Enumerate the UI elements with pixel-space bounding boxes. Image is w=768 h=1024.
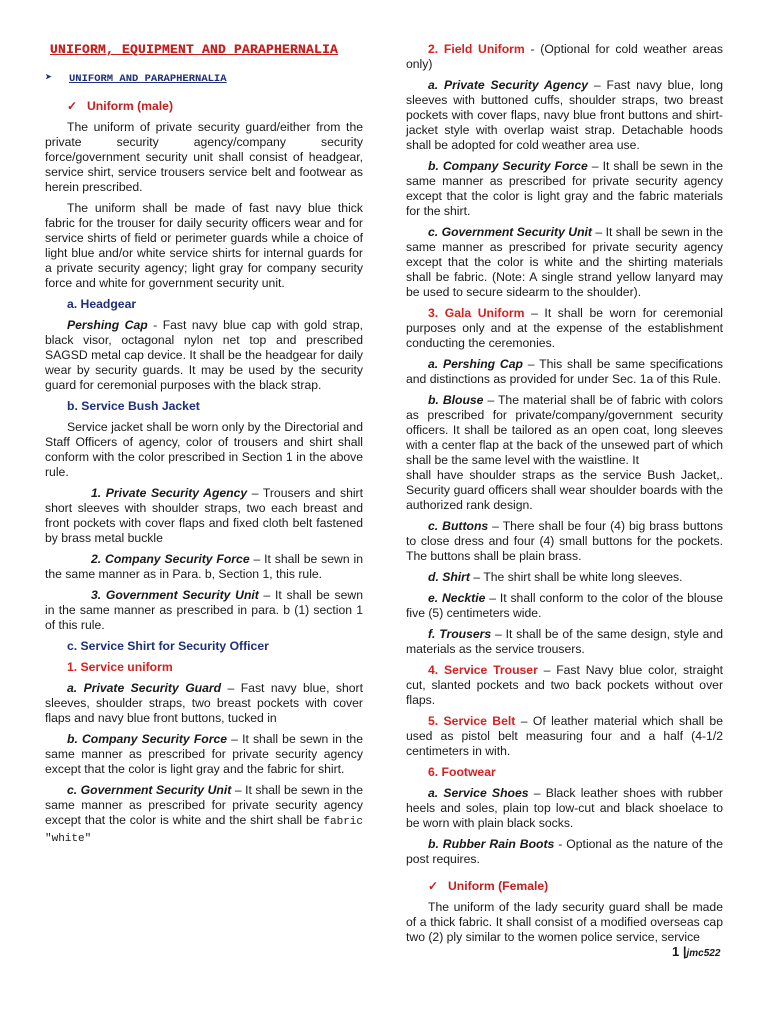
paragraph-field-uniform: 2. Field Uniform - (Optional for cold weather areas only): [406, 42, 723, 71]
paragraph-footwear-b: b. Rubber Rain Boots - Optional as the nature of the post requires.: [406, 837, 723, 866]
heading-headgear: a. Headgear: [67, 297, 137, 311]
paragraph-shirt-c: c. Government Security Unit – It shall be sewn in the same manner as prescribed for private security agency except that the color is white and the shirt shall be fabric "white": [45, 783, 363, 845]
uniform-female-heading: ✓ Uniform (Female): [428, 879, 549, 893]
paragraph-shirt-b: b. Company Security Force – It shall be sewn in the same manner as prescribed for private security agency except that the color is light gray and the fabric for shirt.: [45, 732, 363, 776]
paragraph-bush-3: 3. Government Security Unit – It shall be sewn in the same manner as prescribed in para. b (1) section 1 of this rule.: [45, 588, 363, 632]
paragraph-field-b: b. Company Security Force – It shall be sewn in the same manner as prescribed for private security agency except that the color is light gray and the fabric materials for the shirt.: [406, 159, 723, 218]
paragraph-bush-2: 2. Company Security Force – It shall be sewn in the same manner as in Para. b, Section 1, this rule.: [45, 552, 363, 581]
paragraph-bush-1: 1. Private Security Agency – Trousers and shirt short sleeves with shoulder straps, two each breast and front pockets with cover flaps and fixed cloth belt fastened by brass metal buckle: [45, 486, 363, 545]
checkmark-icon: ✓: [428, 879, 439, 893]
author-signature: jmc522: [686, 948, 721, 959]
paragraph-gala-c: c. Buttons – There shall be four (4) big brass buttons to close dress and four (4) small buttons for the pockets. The buttons shall be plain brass.: [406, 519, 723, 563]
paragraph-pershing-cap: Pershing Cap - Fast navy blue cap with gold strap, black visor, octagonal nylon net top and prescribed SAGSD metal cap device. It shall be the headgear for daily wear by security guards. It may be used by the security guard for ceremonial purposes with the black strap.: [45, 318, 364, 392]
paragraph-bush-jacket: Service jacket shall be worn only by the Directorial and Staff Officers of agency, color of trousers and shirt shall conform with the color prescribed in Section 1 in the above rule.: [45, 420, 363, 479]
arrow-bullet-icon: ➤: [45, 71, 53, 85]
page-footer: [672, 944, 720, 959]
page-number: 1 |: [672, 944, 687, 959]
paragraph-field-c: c. Government Security Unit – It shall be sewn in the same manner as prescribed for private security agency except that the color is white and the shirting materials shall be fabric. (Note: A single strand yellow lanyard may be used to secure sidearm to the shoulder).: [406, 225, 723, 299]
uniform-male-heading: ✓ Uniform (male): [67, 99, 173, 113]
heading-bush-jacket: b. Service Bush Jacket: [67, 399, 200, 413]
paragraph-uniform-intro: The uniform of private security guard/either from the private security agency/company security force/government security unit shall consist of headgear, service shirt, service trousers service belt and footwear as herein prescribed.: [45, 120, 363, 194]
page-title: UNIFORM, EQUIPMENT AND PARAPHERNALIA: [50, 42, 339, 57]
heading-service-uniform: 1. Service uniform: [67, 660, 173, 674]
paragraph-uniform-fabric: The uniform shall be made of fast navy blue thick fabric for the trouser for daily security officers wear and for service shirts of field or perimeter guards while a choice of light blue and/or white service shirts for internal guards for a private security agency; light gray for company security force and white for government security unit.: [45, 201, 363, 290]
paragraph-gala-a: a. Pershing Cap – This shall be same specifications and distinctions as provided for under Sec. 1a of this Rule.: [406, 357, 724, 386]
paragraph-female-uniform: The uniform of the lady security guard shall be made of a thick fabric. It shall consist of a modified overseas cap two (2) ply similar to the women police service, service: [406, 900, 723, 944]
paragraph-gala-d: d. Shirt – The shirt shall be white long sleeves.: [428, 570, 683, 584]
heading-service-shirt: c. Service Shirt for Security Officer: [67, 639, 269, 653]
paragraph-footwear-a: a. Service Shoes – Black leather shoes with rubber heels and soles, plain top low-cut and black shoelace to be worn with plain black socks.: [406, 786, 723, 830]
checkmark-icon: ✓: [67, 99, 78, 113]
left-column: [45, 42, 363, 853]
paragraph-gala-e: e. Necktie – It shall conform to the color of the blouse five (5) centimeters wide.: [406, 591, 723, 620]
heading-footwear: 6. Footwear: [428, 765, 496, 779]
paragraph-gala-f: f. Trousers – It shall be of the same design, style and materials as the service trousers.: [406, 627, 723, 656]
paragraph-field-a: a. Private Security Agency – Fast navy blue, long sleeves with buttoned cuffs, shoulder straps, two breast pockets with cover flaps, navy blue front buttons and shirt-jacket style with overlap waist strap. Detachable hoods shall be adopted for cold weather area use.: [406, 78, 723, 152]
paragraph-shirt-a: a. Private Security Guard – Fast navy blue, short sleeves, shoulder straps, two breast pockets with cover flaps and navy blue front buttons, tucked in: [45, 681, 363, 725]
right-column: [406, 42, 723, 951]
paragraph-service-trouser: 4. Service Trouser – Fast Navy blue color, straight cut, slanted pockets and two back pockets without over flaps.: [406, 663, 724, 707]
paragraph-gala-uniform: 3. Gala Uniform – It shall be worn for ceremonial purposes only and at the expense of the establishment conducting the ceremonies.: [406, 306, 724, 350]
paragraph-gala-b: b. Blouse – The material shall be of fabric with colors as prescribed for private/company/government security officers. It shall be tailored as an open coat, long sleeves with a center flap at the back of the unsewed part of which shall be the same level with the waistline. It shall have shoulder straps as the service Bush Jacket,. Security guard officers shall wear shoulder boards with the authorized rank design.: [406, 393, 723, 512]
section-subheading: ➤ UNIFORM AND PARAPHERNALIA: [45, 71, 227, 85]
paragraph-service-belt: 5. Service Belt – Of leather material which shall be used as pistol belt measuring four and a half (4-1/2 centimeters in with.: [406, 714, 723, 758]
